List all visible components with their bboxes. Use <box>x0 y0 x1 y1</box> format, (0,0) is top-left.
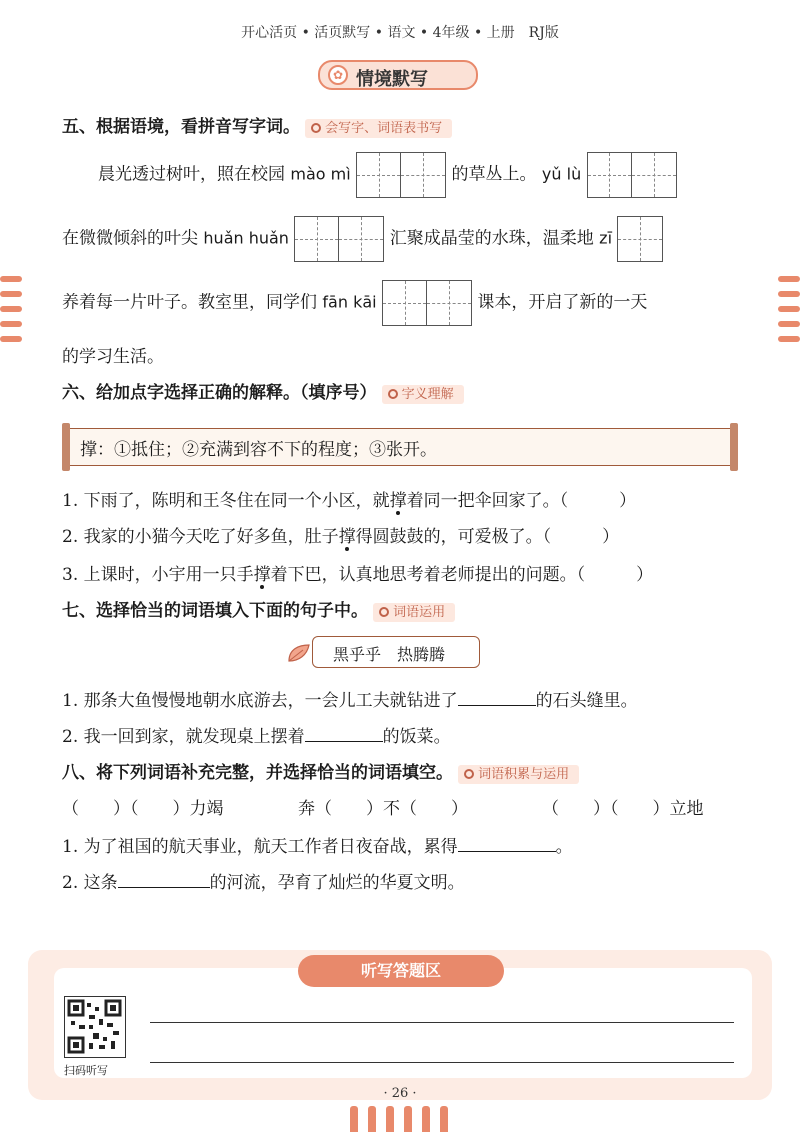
q5-line3 <box>62 280 647 326</box>
flower-icon: ✿ <box>328 65 348 85</box>
word-bank-text: 黑乎乎 热腾腾 <box>333 645 446 664</box>
definition-text: 撑：①抵住；②充满到容不下的程度；③张开。 <box>80 440 437 460</box>
q5-line3-text-a: 养着每一片叶子。教室里，同学们 <box>62 292 317 313</box>
q8-heading <box>62 758 579 783</box>
q6-tag-text: 字义理解 <box>401 387 454 402</box>
q7-heading <box>62 596 455 621</box>
q8-item-2-pre: 2. 这条 <box>62 873 118 893</box>
badge-icon <box>379 607 389 617</box>
q5-line1-text-b: 的草丛上。 <box>451 164 537 185</box>
q5-title: 五、根据语境，看拼音写字词。 <box>62 117 300 137</box>
answer-blank[interactable] <box>458 687 536 706</box>
q6-item-1-post[interactable]: 着同一把伞回家了。（ ） <box>406 491 637 511</box>
qr-code[interactable] <box>64 996 126 1058</box>
tianzige-box[interactable] <box>617 216 663 262</box>
dictation-line[interactable] <box>150 1062 734 1063</box>
q7-item-1 <box>62 686 638 711</box>
q5-line2-text-a: 在微微倾斜的叶尖 <box>62 228 198 249</box>
q7-item-1-post: 的石头缝里。 <box>535 691 638 711</box>
q7-item-2-pre: 2. 我一回到家，就发现桌上摆着 <box>62 727 305 747</box>
q8-tag <box>458 765 579 784</box>
q6-item-2 <box>62 522 619 547</box>
q5-pinyin-huanhuan: huǎn huǎn <box>203 228 289 248</box>
q6-item-3-post[interactable]: 着下巴，认真地思考着老师提出的问题。（ ） <box>270 565 654 585</box>
q8-item-1-post: 。 <box>555 837 573 857</box>
q5-pinyin-zi: zī <box>599 228 613 248</box>
q8-tag-text: 词语积累与运用 <box>478 767 570 782</box>
q6-item-1-dotted-char: 撑 <box>389 491 407 511</box>
q6-item-1-pre: 1. 下雨了，陈明和王冬住在同一个小区，就 <box>62 491 390 511</box>
badge-icon <box>311 123 321 133</box>
q5-line1 <box>98 152 677 198</box>
q6-item-2-post[interactable]: 得圆鼓鼓的，可爱极了。（ ） <box>355 527 620 547</box>
answer-blank[interactable] <box>118 869 210 888</box>
q5-tag <box>305 119 452 138</box>
q7-item-1-pre: 1. 那条大鱼慢慢地朝水底游去，一会儿工夫就钻进了 <box>62 691 458 711</box>
definition-box-left-cap <box>62 423 70 471</box>
qr-code-icon <box>65 997 124 1056</box>
q8-item-1 <box>62 832 573 857</box>
definition-box-right-cap <box>730 423 738 471</box>
q5-pinyin-maomi: mào mì <box>290 164 351 184</box>
q5-line2 <box>62 216 663 262</box>
page-header: 开心活页 • 活页默写 • 语文 • 4年级 • 上册 RJ版 <box>241 25 559 41</box>
q7-item-2 <box>62 722 451 747</box>
q6-item-3-dotted-char: 撑 <box>253 565 271 585</box>
q6-item-1 <box>62 486 636 511</box>
q6-item-2-dotted-char: 撑 <box>338 527 356 547</box>
q7-tag-text: 词语运用 <box>393 605 446 620</box>
q8-item-2-post: 的河流，孕育了灿烂的华夏文明。 <box>209 873 465 893</box>
leaf-icon <box>285 641 311 665</box>
dictation-banner: 听写答题区 <box>298 955 504 987</box>
q5-line1-text-a: 晨光透过树叶，照在校园 <box>98 164 285 185</box>
q6-heading <box>62 378 464 403</box>
answer-blank[interactable] <box>458 833 556 852</box>
q8-title: 八、将下列词语补充完整，并选择恰当的词语填空。 <box>62 763 453 783</box>
q8-idiom-3[interactable]: （ ）（ ）立地 <box>542 799 704 819</box>
q7-tag <box>373 603 455 622</box>
dictation-line[interactable] <box>150 1022 734 1023</box>
q8-item-2 <box>62 868 465 893</box>
definition-box <box>66 428 734 466</box>
right-decor-bars <box>778 276 800 351</box>
q5-line4: 的学习生活。 <box>62 347 164 367</box>
q5-line3-text-b: 课本，开启了新的一天 <box>477 292 648 313</box>
section-banner <box>318 60 478 90</box>
tianzige-box[interactable] <box>382 280 472 326</box>
q6-title: 六、给加点字选择正确的解释。（填序号） <box>62 383 377 403</box>
q5-line2-text-b: 汇聚成晶莹的水珠，温柔地 <box>389 228 594 249</box>
q7-item-2-post: 的饭菜。 <box>382 727 451 747</box>
section-banner-label: 情境默写 <box>356 69 428 90</box>
q6-tag <box>382 385 464 404</box>
word-bank-box <box>312 636 480 668</box>
left-decor-bars <box>0 276 22 351</box>
q5-pinyin-yulu: yǔ lù <box>541 164 582 184</box>
q5-heading <box>62 112 452 137</box>
q8-idiom-2[interactable]: 奔（ ）不（ ） <box>298 799 468 819</box>
bottom-decor-bars <box>0 1106 800 1132</box>
q6-item-3 <box>62 560 653 585</box>
answer-blank[interactable] <box>305 723 383 742</box>
badge-icon <box>388 389 398 399</box>
tianzige-box[interactable] <box>294 216 384 262</box>
page-number: · 26 · <box>383 1086 417 1101</box>
q7-title: 七、选择恰当的词语填入下面的句子中。 <box>62 601 368 621</box>
q5-tag-text: 会写字、词语表书写 <box>325 121 443 136</box>
tianzige-box[interactable] <box>356 152 446 198</box>
badge-icon <box>464 769 474 779</box>
tianzige-box[interactable] <box>587 152 677 198</box>
q6-item-3-pre: 3. 上课时，小宇用一只手 <box>62 565 254 585</box>
qr-label: 扫码听写 <box>64 1064 108 1077</box>
q8-idiom-1[interactable]: （ ）（ ）力竭 <box>62 799 224 819</box>
q5-pinyin-fankai: fān kāi <box>322 292 377 312</box>
q6-item-2-pre: 2. 我家的小猫今天吃了好多鱼，肚子 <box>62 527 339 547</box>
q8-item-1-pre: 1. 为了祖国的航天事业，航天工作者日夜奋战，累得 <box>62 837 458 857</box>
